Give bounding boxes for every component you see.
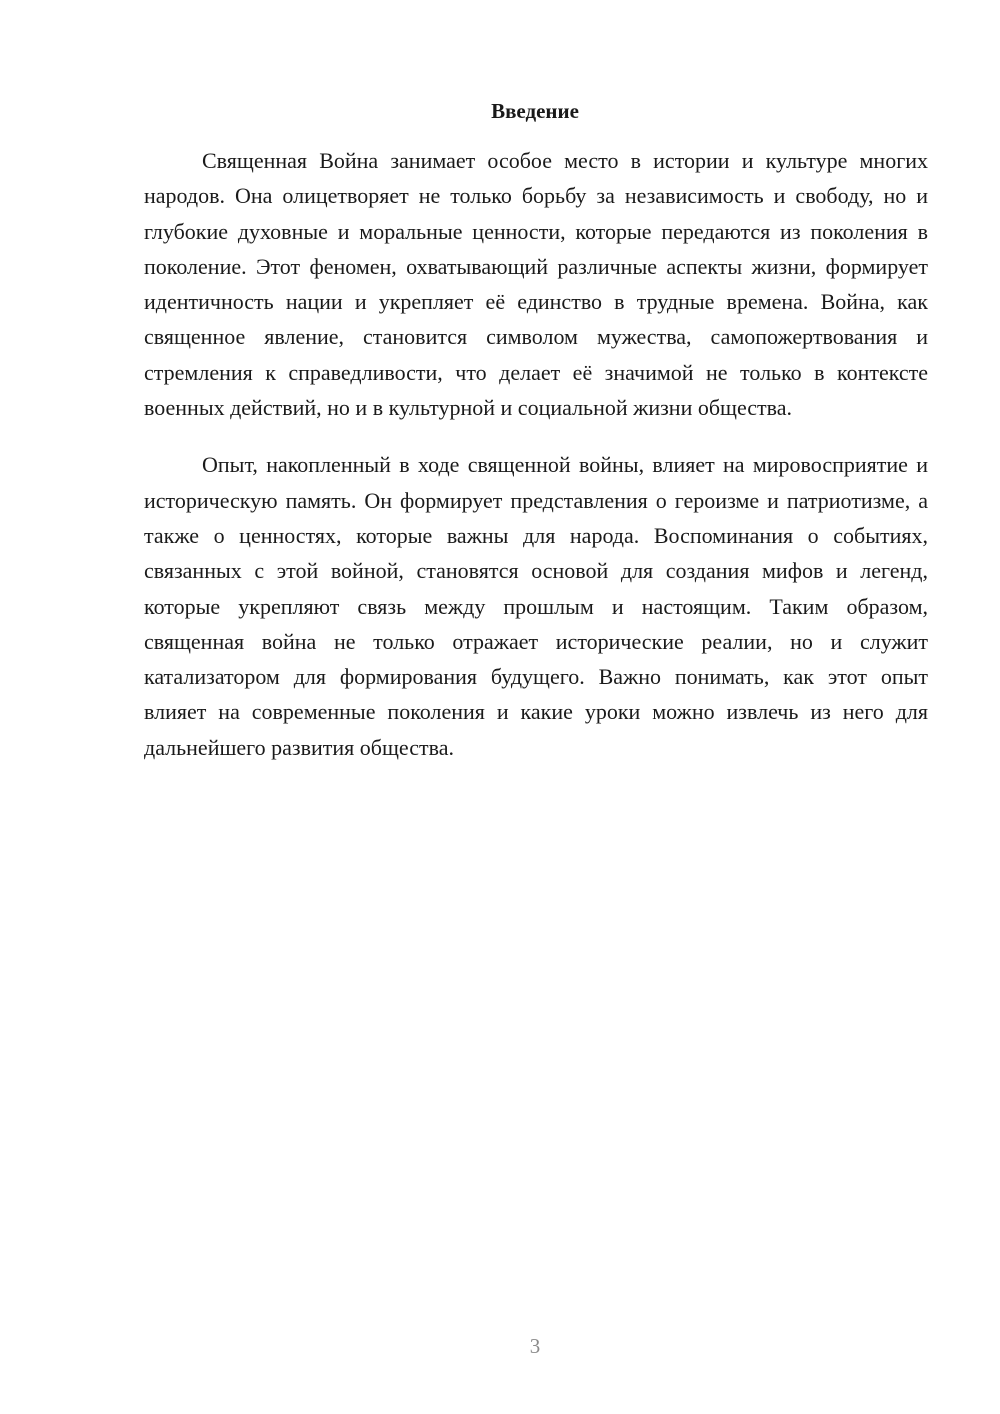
section-heading: Введение [491, 99, 579, 123]
body-text [144, 143, 928, 765]
page-number: 3 [529, 1334, 541, 1358]
paragraph-1: Священная Война занимает особое место в истории и культуре многих народов. Она олицетворяет не только борьбу за независимость и свободу, но и глубокие духовные и моральные ценности, которые передаются из поколения в поколение. Этот феномен, охватывающий различные аспекты жизни, формирует идентичность нации и укрепляет её единство в трудные времена. Война, как священное явление, становится символом мужества, самопожертвования и стремления к справедливости, что делает её значимой не только в контексте военных действий, но и в культурной и социальной жизни общества. [144, 148, 928, 421]
paragraph-2: Опыт, накопленный в ходе священной войны, влияет на мировосприятие и историческую память. Он формирует представления о героизме и патриотизме, а также о ценностях, которые важны для народа. Воспоминания о событиях, связанных с этой войной, становятся основой для создания мифов и легенд, которые укрепляют связь между прошлым и настоящим. Таким образом, священная война не только отражает исторические реалии, но и служит катализатором для формирования будущего. Важно понимать, как этот опыт влияет на современные поколения и какие уроки можно извлечь из него для дальнейшего развития общества. [144, 452, 928, 760]
